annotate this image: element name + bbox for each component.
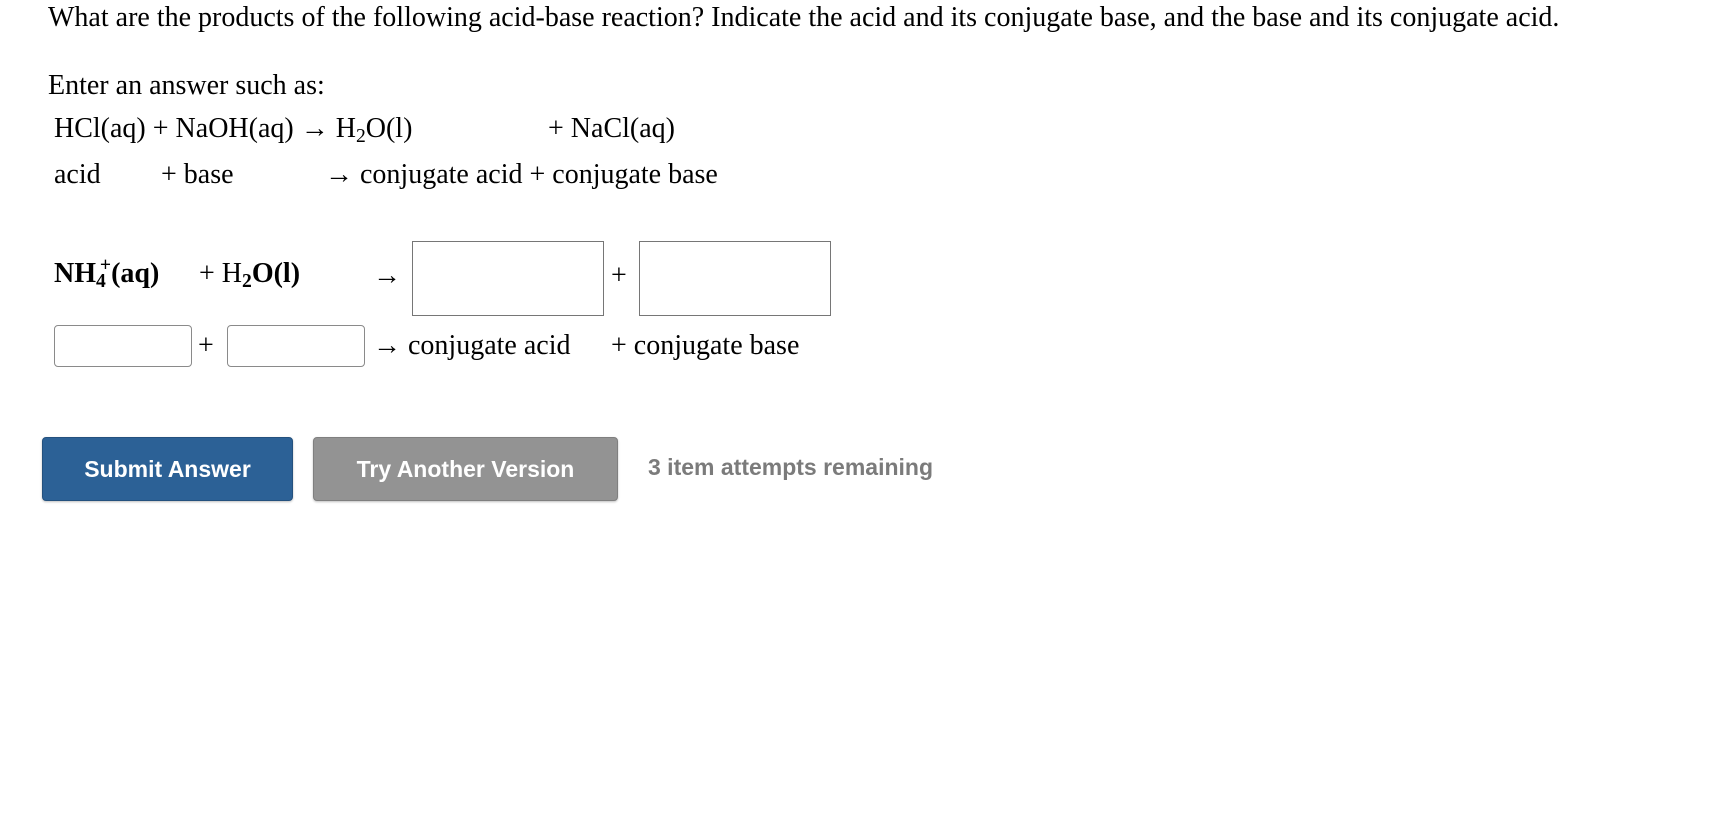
reaction-arrow: → xyxy=(373,260,401,291)
example-product1-main: H xyxy=(335,113,356,144)
reactant-nh4-main: NH xyxy=(54,258,96,289)
example-product1-rest: O(l) xyxy=(365,113,413,144)
example-reactants xyxy=(54,113,412,145)
submit-answer-button[interactable]: Submit Answer xyxy=(42,437,293,501)
reactant-nh4 xyxy=(54,255,160,292)
product1-input[interactable] xyxy=(412,241,604,316)
reactant-water-prefix: + H xyxy=(199,258,243,289)
label-conjugate-base: + conjugate base xyxy=(611,330,800,361)
example-product1-subscript: 2 xyxy=(355,125,366,147)
example-reactants-text: HCl(aq) + NaOH(aq) → xyxy=(54,113,336,144)
reactant-nh4-charge: + xyxy=(99,255,112,277)
product-plus: + xyxy=(611,260,627,291)
reactant-water-rest: O(l) xyxy=(251,258,301,289)
example-product2: + NaCl(aq) xyxy=(548,113,675,144)
reactant-water-subscript: 2 xyxy=(242,270,252,292)
acid-label-input[interactable] xyxy=(54,325,192,367)
product2-input[interactable] xyxy=(639,241,831,316)
example-product1 xyxy=(335,113,413,147)
example-label-acid: acid xyxy=(54,159,101,190)
reactant-nh4-subscript: 4 xyxy=(96,270,106,292)
question-text: What are the products of the following acid-base reaction? Indicate the acid and its conjugate base, and the base and its conjugate acid. xyxy=(48,2,1560,33)
reactant-nh4-state: (aq) xyxy=(111,258,160,289)
labels-plus: + xyxy=(198,330,214,361)
example-label-base: + base xyxy=(161,159,234,190)
reactant-water xyxy=(199,258,300,290)
example-label-products: → conjugate acid + conjugate base xyxy=(325,159,718,190)
instructions-text: Enter an answer such as: xyxy=(48,70,325,101)
base-label-input[interactable] xyxy=(227,325,365,367)
try-another-version-button[interactable]: Try Another Version xyxy=(313,437,618,501)
label-conjugate-acid: → conjugate acid xyxy=(373,330,571,361)
attempts-remaining-text: 3 item attempts remaining xyxy=(648,454,934,480)
